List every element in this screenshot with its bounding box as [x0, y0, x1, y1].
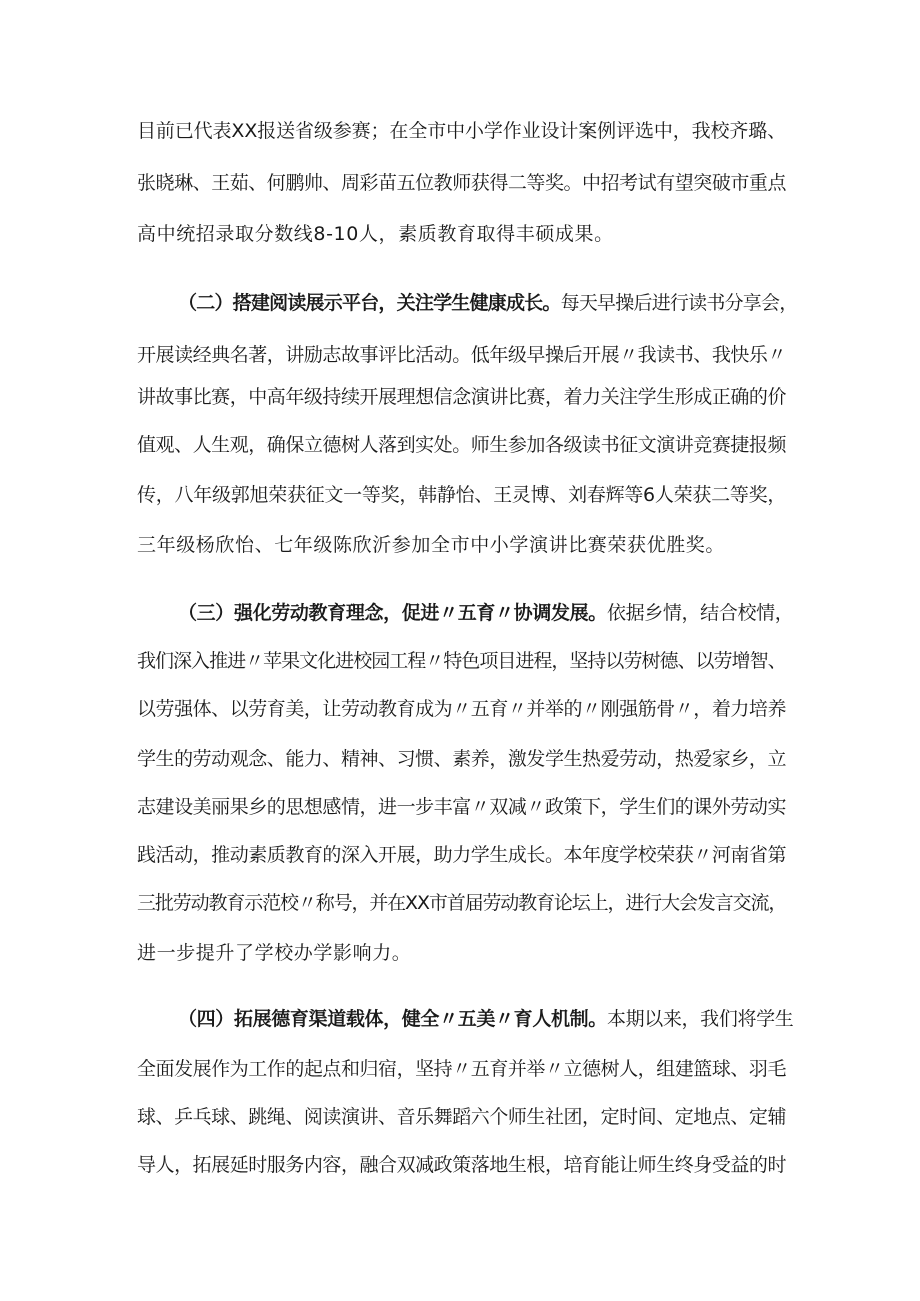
- paragraph-line: 球、乒乓球、跳绳、阅读演讲、音乐舞蹈六个师生社团，定时间、定地点、定辅: [137, 1106, 787, 1128]
- paragraph-line: 高中统招录取分数线8-10人，素质教育取得丰硕成果。: [137, 223, 614, 245]
- paragraph-line: 值观、人生观，确保立德树人落到实处。师生参加各级读书征文演讲竞赛捷报频: [137, 434, 787, 456]
- section-4-first-line: [178, 1006, 793, 1032]
- paragraph-line: 导人，拓展延时服务内容，融合双减政策落地生根，培育能让师生终身受益的时: [137, 1154, 787, 1176]
- section-2-heading: （二）搭建阅读展示平台，关注学生健康成长。: [178, 292, 561, 314]
- paragraph-line: 传，八年级郭旭荣获征文一等奖，韩静怡、王灵博、刘春辉等6人荣获二等奖，: [137, 484, 787, 506]
- paragraph-line: 三批劳动教育示范校〃称号，并在XX市首届劳动教育论坛上，进行大会发言交流，: [137, 892, 787, 914]
- section-3-first-line: [178, 600, 793, 626]
- paragraph-line: 践活动，推动素质教育的深入开展，助力学生成长。本年度学校荣获〃河南省第: [137, 844, 787, 866]
- paragraph-line: 以劳强体、以劳育美，让劳动教育成为〃五育〃并举的〃刚强筋骨〃，着力培养: [137, 698, 787, 720]
- section-4-heading: （四）拓展德育渠道载体，健全〃五美〃育人机制。: [178, 1008, 607, 1030]
- paragraph-line: 目前已代表XX报送省级参赛；在全市中小学作业设计案例评选中，我校齐璐、: [137, 120, 787, 142]
- paragraph-line: 志建设美丽果乡的思想感情，进一步丰富〃双减〃政策下，学生们的课外劳动实: [137, 796, 787, 818]
- section-3-first-line-text: 依据乡情，结合校情，: [606, 602, 794, 624]
- paragraph-line: 全面发展作为工作的起点和归宿，坚持〃五育并举〃立德树人，组建篮球、羽毛: [137, 1058, 787, 1080]
- paragraph-line: 三年级杨欣怡、七年级陈欣沂参加全市中小学演讲比赛荣获优胜奖。: [137, 534, 726, 556]
- paragraph-line: 学生的劳动观念、能力、精神、习惯、素养，激发学生热爱劳动，热爱家乡，立: [137, 748, 787, 770]
- section-2-first-line-text: 每天早操后进行读书分享会，: [560, 292, 798, 314]
- section-3-heading: （三）强化劳动教育理念，促进〃五育〃协调发展。: [178, 602, 607, 624]
- section-4-first-line-text: 本期以来，我们将学生: [606, 1008, 794, 1030]
- paragraph-line: 进一步提升了学校办学影响力。: [137, 942, 412, 964]
- section-2-first-line: [178, 290, 797, 316]
- paragraph-line: 我们深入推进〃苹果文化进校园工程〃特色项目进程，坚持以劳树德、以劳增智、: [137, 650, 786, 672]
- paragraph-line: 张晓琳、王茹、何鹏帅、周彩苗五位教师获得二等奖。中招考试有望突破市重点: [137, 172, 787, 194]
- paragraph-line: 开展读经典名著，讲励志故事评比活动。低年级早操后开展〃我读书、我快乐〃: [137, 344, 787, 366]
- paragraph-line: 讲故事比赛，中高年级持续开展理想信念演讲比赛，着力关注学生形成正确的价: [137, 386, 787, 408]
